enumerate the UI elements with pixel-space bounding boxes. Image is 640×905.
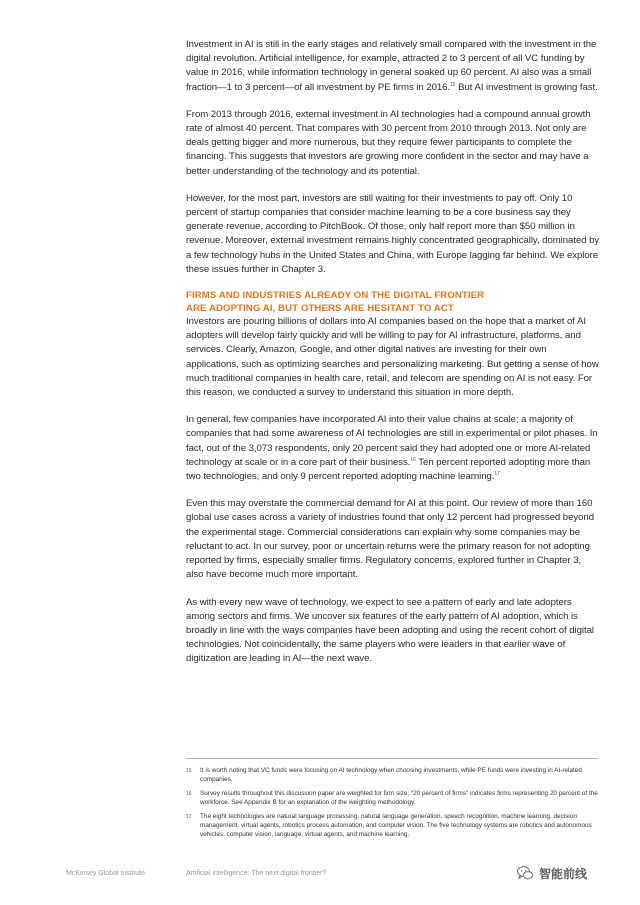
footnote-17 (186, 813, 600, 839)
paragraph-adopters-pattern: As with every new wave of technology, we expect to see a pattern of early and late adopters among sectors and firms. We uncover six features of the early pattern of AI adoption, which is broadly in line with the ways companies have been adopting and using the recent cohort of digital technologies. Not coincidentally, the same players who were leaders in that earlier wave of digitization are leading in AI—the next wave. (186, 596, 594, 665)
footnote-text: It is worth noting that VC funds were focusing on AI technology when choosing investments, while PE funds were investing in AI-related companies. (200, 767, 582, 783)
footnote-16 (186, 790, 600, 807)
footer-document-title: Artificial intelligence: The next digital frontier? (186, 870, 327, 877)
footnote-ref-15[interactable]: 15 (450, 81, 456, 88)
footnote-number: 17 (186, 814, 192, 821)
footnote-text: The eight technologies are natural language processing, natural language generation, speech recognition, machine learning, decision management, virtual agents, robotics process automation, and computer vision. The five technology systems are robotics and autonomous vehicles, computer vision, language, virtual agents, and machine learning. (200, 813, 592, 838)
footnote-number: 16 (186, 791, 192, 798)
watermark-text: 智能前线 (539, 866, 588, 881)
wechat-icon (516, 864, 534, 882)
footnote-text: Survey results throughout this discussion paper are weighted for firm size; “20 percent of firms” indicates firms representing 20 percent of the workforce. See Appendix B for an explanation of the weighting methodology. (200, 790, 598, 806)
paragraph-investment-early: Investment in AI is still in the early stages and relatively small compared with the investment in the digital revolution. Artificial intelligence, for example, attracted 2 to 3 percent of all VC funding by value in 2016, while information technology in general soaked up 60 percent. AI also was a small fraction—1 to 3 percent—of all investment by PE firms in 2016.15 But AI investment is growing fast. (186, 39, 598, 93)
paragraph-investors-pouring: Investors are pouring billions of dollars into AI companies based on the hope that a market of AI adopters will develop fairly quickly and will be willing to pay for AI infrastructure, platforms, and services. Clearly, Amazon, Google, and other digital natives are investing for their own applications, such as optimizing searches and personalizing marketing. But getting a sense of how much traditional companies in health care, retail, and telecom are spending on AI is not easy. For this reason, we conducted a survey to understand this situation in more depth. (186, 316, 599, 399)
paragraph-growth-rate: From 2013 through 2016, external investment in AI technologies had a compound annual growth rate of almost 40 percent. That compares with 30 percent from 2010 through 2013. Not only are deals getting bigger and more numerous, but they require fewer participants to complete the financing. This suggests that investors are growing more confident in the sector and may have a better understanding of the technology and its potential. (186, 108, 591, 177)
paragraph-investors-waiting: However, for the most part, investors are still waiting for their investments to pay off. Only 10 percent of startup companies that consider machine learning to be a core business say they generate revenue, according to PitchBook. Of those, only half report more than $50 million in revenue. Moreover, external investment remains highly concentrated geographically, dominated by a few technology hubs in the United States and China, with Europe lagging far behind. We explore these issues further in Chapter 3. (186, 192, 600, 275)
footnote-number: 15 (186, 768, 192, 774)
watermark (516, 864, 587, 882)
main-text (186, 38, 600, 680)
section-heading: FIRMS AND INDUSTRIES ALREADY ON THE DIGITAL FRONTIER ARE ADOPTING AI, BUT OTHERS ARE HESITANT TO ACT (186, 290, 485, 314)
paragraph-overstate-demand: Even this may overstate the commercial demand for AI at this point. Our review of more than 160 global use cases across a variety of industries found that only 12 percent had progressed beyond the experimental stage. Commercial considerations can explain why some companies may be reluctant to act. In our survey, poor or uncertain returns were the primary reason for not adopting reported by firms, especially smaller firms. Regulatory concerns, explored further in Chapter 3, also have become much more important. (186, 498, 594, 581)
footnote-divider (186, 758, 598, 759)
footer-publisher: McKinsey Global Institute (66, 870, 145, 877)
paragraph-few-companies: In general, few companies have incorporated AI into their value chains at scale; a majority of companies that had some awareness of AI technologies are still in experimental or pilot phases. In fact, out of the 3,073 respondents, only 20 percent said they had adopted one or more AI-related technology at scale or in a core part of their business.$^{16}$ Ten percent reported adopting more than two technologies, and only 9 percent reported adopting machine learning.$^{17}$ (186, 414, 598, 483)
footnote-ref-16[interactable]: 16 (410, 456, 416, 463)
footnote-ref-17[interactable]: 17 (494, 470, 500, 477)
footnote-15 (186, 767, 600, 784)
footnotes (186, 767, 600, 845)
